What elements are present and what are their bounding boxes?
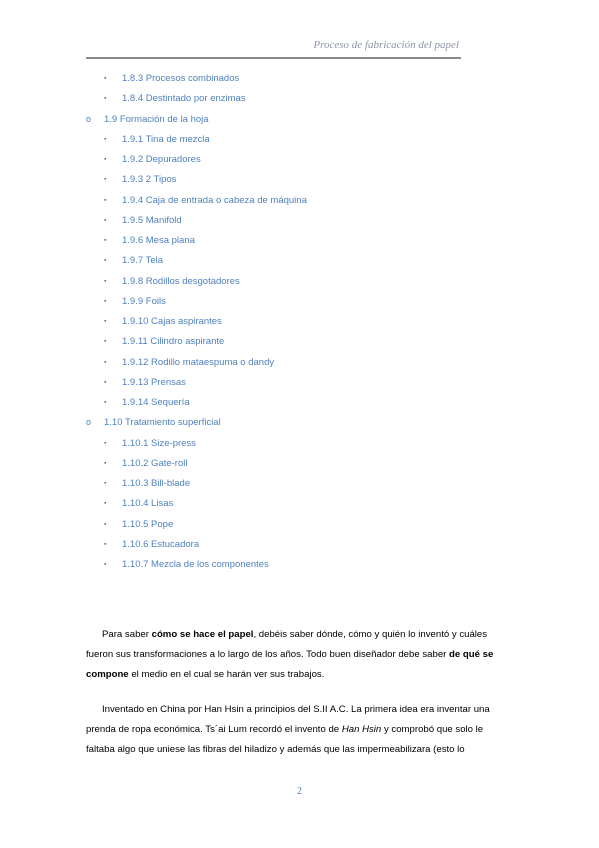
toc-entry-label: 1.9.4 Caja de entrada o cabeza de máquina xyxy=(122,194,307,206)
toc-entry-label: 1.9.6 Mesa plana xyxy=(122,235,195,246)
toc-entry-label: 1.9.1 Tina de mezcla xyxy=(122,133,210,145)
square-bullet-icon: ▪ xyxy=(104,338,107,346)
toc-entry-label: 1.9.14 Sequería xyxy=(122,397,190,408)
paragraph-text: , debéis saber dónde, cómo y quién lo inventó y cuáles fueron sus transformaciones a lo largo de los años. Todo buen diseñador debe saber xyxy=(86,629,488,660)
square-bullet-icon: ▪ xyxy=(104,277,107,285)
toc-entry-label: 1.9.7 Tela xyxy=(122,255,164,267)
toc-entry-label: 1.10.2 Gate-roll xyxy=(122,457,188,469)
circle-bullet-icon: o xyxy=(86,113,92,124)
toc-entry-label: 1.9.11 Cilindro aspirante xyxy=(122,336,225,348)
square-bullet-icon: ▪ xyxy=(104,378,107,386)
bold-phrase: cómo se hace el papel xyxy=(151,629,254,640)
square-bullet-icon: ▪ xyxy=(104,399,107,406)
paragraph-1 xyxy=(86,625,506,685)
toc-entry-label: 1.8.4 Destintado por enzimas xyxy=(122,93,246,105)
square-bullet-icon: ▪ xyxy=(104,176,107,184)
running-header: Proceso de fabricación del papel xyxy=(313,39,459,51)
toc-entry-label: 1.8.3 Procesos combinados xyxy=(122,73,240,84)
toc-entry-label: 1.9.13 Prensas xyxy=(122,376,186,388)
square-bullet-icon: ▪ xyxy=(104,500,107,508)
square-bullet-icon: ▪ xyxy=(104,196,107,204)
toc-entry-label: 1.10.6 Estucadora xyxy=(122,538,200,550)
toc-entry-label: 1.9.12 Rodillo mataespuma o dandy xyxy=(122,356,275,368)
square-bullet-icon: ▪ xyxy=(104,237,107,244)
square-bullet-icon: ▪ xyxy=(104,135,107,143)
square-bullet-icon: ▪ xyxy=(104,358,107,366)
toc-entry-label: 1.9.10 Cajas aspirantes xyxy=(122,316,222,327)
square-bullet-icon: ▪ xyxy=(104,540,107,548)
square-bullet-icon: ▪ xyxy=(104,561,107,568)
toc-entry-label: 1.9.9 Foils xyxy=(122,295,166,307)
square-bullet-icon: ▪ xyxy=(104,480,107,487)
bold-phrase: de qué se compone xyxy=(86,649,494,680)
toc-entry-label: 1.10.5 Pope xyxy=(122,518,174,530)
circle-bullet-icon: o xyxy=(86,417,92,428)
square-bullet-icon: ▪ xyxy=(104,75,107,82)
toc-entry-label: 1.10.7 Mezcla de los componentes xyxy=(122,559,269,570)
square-bullet-icon: ▪ xyxy=(104,459,107,467)
square-bullet-icon: ▪ xyxy=(104,257,107,265)
toc-entry-label: 1.9.5 Manifold xyxy=(122,214,182,226)
square-bullet-icon: ▪ xyxy=(104,297,107,305)
paragraph-2 xyxy=(86,700,506,760)
square-bullet-icon: ▪ xyxy=(104,439,107,447)
toc-entry-label: 1.9 Formación de la hoja xyxy=(104,113,209,125)
header-divider xyxy=(86,57,461,59)
toc-entry-label: 1.10 Tratamiento superficial xyxy=(104,417,221,429)
italic-phrase: Han Hsin xyxy=(341,724,382,735)
square-bullet-icon: ▪ xyxy=(104,95,107,103)
page-number: 2 xyxy=(297,786,302,797)
paragraph-text: Para saber xyxy=(102,629,152,640)
paragraph-text: el medio en el cual se harán ver sus trabajos. xyxy=(128,669,325,680)
square-bullet-icon: ▪ xyxy=(104,520,107,528)
paragraph-text: Inventado en China por Han Hsin a principios del S.II A.C. La primera idea era inventar una prenda de ropa económica. Ts´ai Lum recordó el invento de xyxy=(86,704,490,735)
toc-entry-label: 1.10.1 Size-press xyxy=(122,437,196,449)
paragraph-text: y comprobó que solo le faltaba algo que uniese las fibras del hiladizo y además que las impermeabilizara (esto lo xyxy=(86,724,484,755)
square-bullet-icon: ▪ xyxy=(104,216,107,224)
toc-entry-label: 1.9.2 Depuradores xyxy=(122,154,201,165)
square-bullet-icon: ▪ xyxy=(104,156,107,163)
toc-entry-label: 1.9.3 2 Tipos xyxy=(122,174,177,186)
toc-entry-label: 1.9.8 Rodillos desgotadores xyxy=(122,275,240,287)
toc-entry-label: 1.10.4 Lisas xyxy=(122,498,174,510)
square-bullet-icon: ▪ xyxy=(104,318,107,325)
toc-entry-label: 1.10.3 Bill-blade xyxy=(122,478,191,489)
